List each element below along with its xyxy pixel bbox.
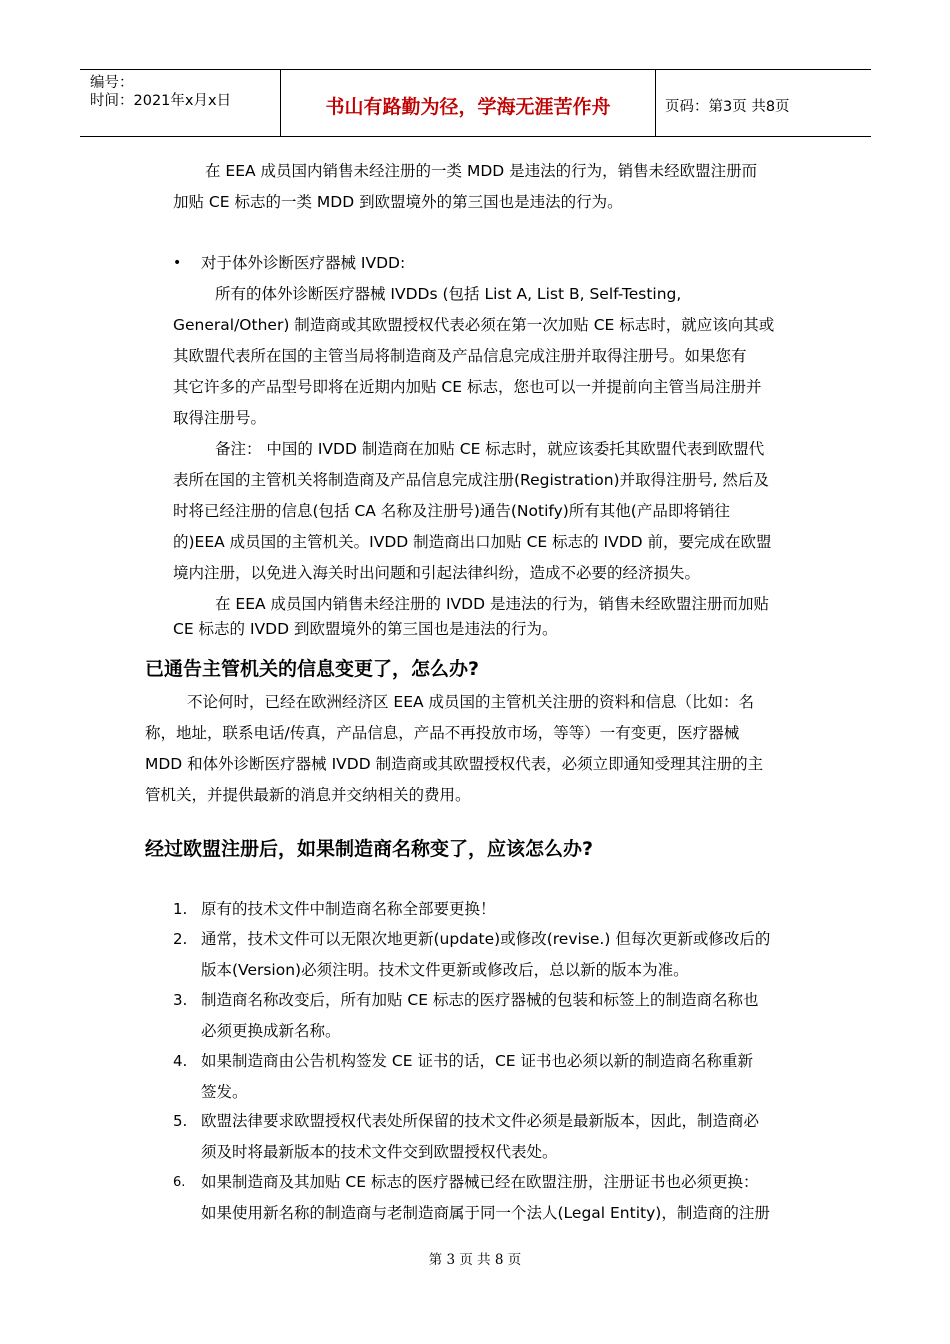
section-heading: 经过欧盟注册后，如果制造商名称变了，应该怎么办? xyxy=(145,838,594,860)
paragraph-line: CE 标志的 IVDD 到欧盟境外的第三国也是违法的行为。 xyxy=(173,620,558,638)
paragraph-line: 境内注册，以免进入海关时出问题和引起法律纠纷，造成不必要的经济损失。 xyxy=(173,564,701,582)
paragraph-line: 管机关，并提供最新的消息并交纳相关的费用。 xyxy=(145,786,471,804)
list-item-line: 制造商名称改变后，所有加贴 CE 标志的医疗器械的包装和标签上的制造商名称也 xyxy=(201,991,759,1009)
section-heading: 已通告主管机关的信息变更了，怎么办? xyxy=(145,658,480,680)
paragraph-line: 时将已经注册的信息(包括 CA 名称及注册号)通告(Notify)所有其他(产品即将销往 xyxy=(173,502,730,520)
list-item-line: 原有的技术文件中制造商名称全部要更换！ xyxy=(201,900,496,918)
paragraph-line: 在 EEA 成员国内销售未经注册的 IVDD 是违法的行为，销售未经欧盟注册而加贴 xyxy=(215,595,769,613)
list-item-number: 6. xyxy=(173,1175,186,1190)
list-item-number: 1. xyxy=(173,900,188,918)
list-item-line: 通常，技术文件可以无限次地更新(update)或修改(revise.) 但每次更新或修改后的 xyxy=(201,930,771,948)
list-item-line: 必须更换成新名称。 xyxy=(201,1022,341,1040)
document-date-label: 时间：2021年x月x日 xyxy=(90,93,232,109)
paragraph-line: 在 EEA 成员国内销售未经注册的一类 MDD 是违法的行为，销售未经欧盟注册而 xyxy=(205,162,758,180)
list-item-line: 如果制造商及其加贴 CE 标志的医疗器械已经在欧盟注册，注册证书也必须更换： xyxy=(201,1173,759,1191)
header-right-cell xyxy=(656,70,871,136)
header-left-cell xyxy=(80,70,281,136)
header-motto: 书山有路勤为径，学海无涯苦作舟 xyxy=(325,96,611,118)
bullet-dot-icon: • xyxy=(173,255,182,271)
header-middle-cell xyxy=(281,70,656,136)
list-item-line: 须及时将最新版本的技术文件交到欧盟授权代表处。 xyxy=(201,1143,558,1161)
header-page-info: 页码：第3页 共8页 xyxy=(665,99,790,115)
document-number-label: 编号： xyxy=(90,75,134,91)
paragraph-line: 不论何时，已经在欧洲经济区 EEA 成员国的主管机关注册的资料和信息（比如：名 xyxy=(187,693,755,711)
list-item-number: 2. xyxy=(173,930,188,948)
list-item-line: 签发。 xyxy=(201,1083,248,1101)
list-item-line: 欧盟法律要求欧盟授权代表处所保留的技术文件必须是最新版本，因此，制造商必 xyxy=(201,1112,760,1130)
paragraph-line: 其欧盟代表所在国的主管当局将制造商及产品信息完成注册并取得注册号。如果您有 xyxy=(173,347,747,365)
paragraph-line: General/Other) 制造商或其欧盟授权代表必须在第一次加贴 CE 标志时，就应该向其或 xyxy=(173,316,775,334)
list-item-line: 如果制造商由公告机构签发 CE 证书的话，CE 证书也必须以新的制造商名称重新 xyxy=(201,1052,754,1070)
paragraph-line: 加贴 CE 标志的一类 MDD 到欧盟境外的第三国也是违法的行为。 xyxy=(173,193,623,211)
list-item-number: 3. xyxy=(173,991,188,1009)
paragraph-line: 所有的体外诊断医疗器械 IVDDs (包括 List A, List B, Self-Testing, xyxy=(215,285,682,303)
paragraph-line: 备注： 中国的 IVDD 制造商在加贴 CE 标志时，就应该委托其欧盟代表到欧盟代 xyxy=(215,440,765,458)
page-footer: 第 3 页 共 8 页 xyxy=(428,1252,522,1268)
list-item-number: 4. xyxy=(173,1052,188,1070)
paragraph-line: MDD 和体外诊断医疗器械 IVDD 制造商或其欧盟授权代表，必须立即通知受理其注册的主 xyxy=(145,755,764,773)
paragraph-line: 称，地址，联系电话/传真，产品信息，产品不再投放市场，等等）一有变更，医疗器械 xyxy=(145,724,740,742)
paragraph-line: 表所在国的主管机关将制造商及产品信息完成注册(Registration)并取得注册号, 然后及 xyxy=(173,471,769,489)
list-item-number: 5. xyxy=(173,1112,188,1130)
list-item-line: 版本(Version)必须注明。技术文件更新或修改后，总以新的版本为准。 xyxy=(201,961,689,979)
paragraph-line: 的)EEA 成员国的主管机关。IVDD 制造商出口加贴 CE 标志的 IVDD 前，要完成在欧盟 xyxy=(173,533,772,551)
paragraph-line: 其它许多的产品型号即将在近期内加贴 CE 标志，您也可以一并提前向主管当局注册并 xyxy=(173,378,762,396)
paragraph-line: 取得注册号。 xyxy=(173,409,267,427)
page-header xyxy=(80,69,871,137)
bullet-title: 对于体外诊断医疗器械 IVDD: xyxy=(201,254,406,272)
list-item-line: 如果使用新名称的制造商与老制造商属于同一个法人(Legal Entity)，制造商的注册 xyxy=(201,1204,770,1222)
